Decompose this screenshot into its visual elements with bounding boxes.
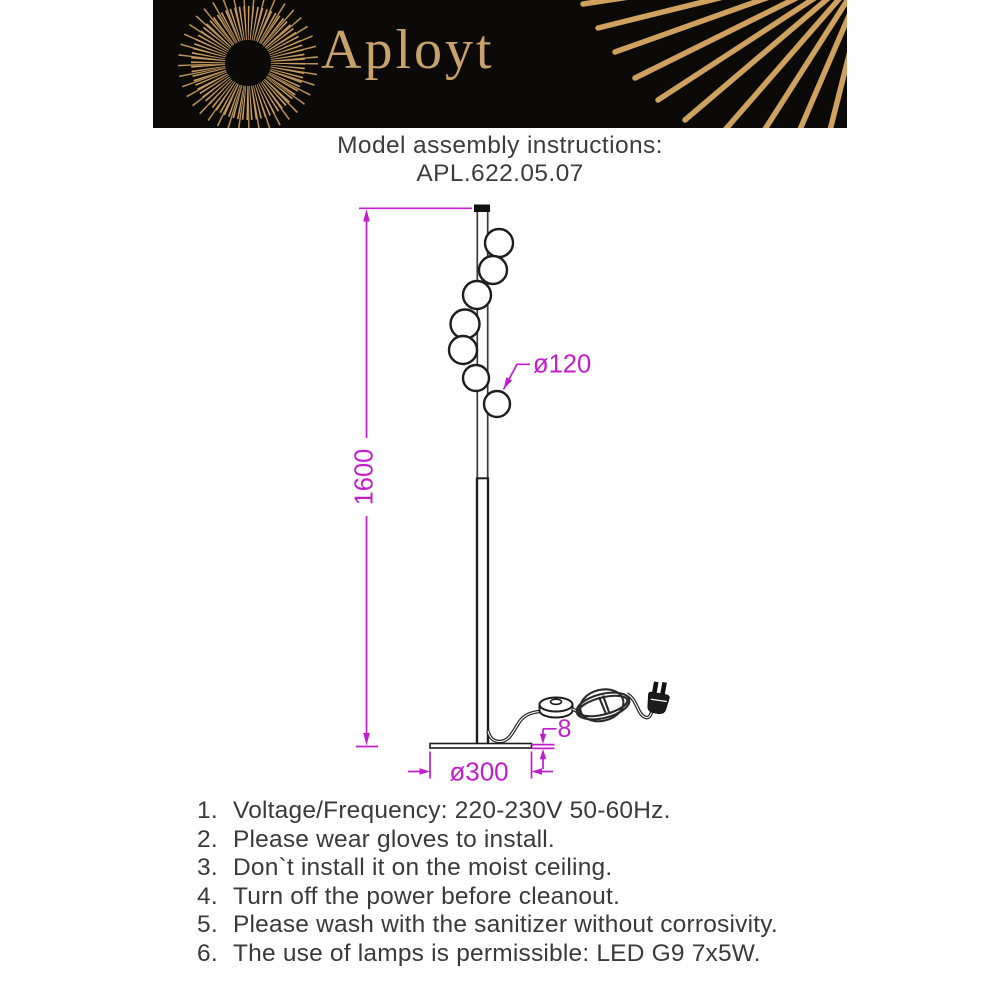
list-item-text: The use of lamps is permissible: LED G9 7x5W. [233, 939, 761, 967]
list-item [197, 883, 877, 912]
list-item-text: Voltage/Frequency: 220-230V 50-60Hz. [233, 797, 671, 824]
corner-rays-decoration [153, 0, 847, 128]
list-item [197, 911, 877, 940]
dim-base-diameter-label: ø300 [449, 756, 509, 787]
power-cord [488, 712, 540, 742]
title-block [0, 132, 1000, 188]
list-item-number: 1. [197, 797, 218, 824]
model-number: APL.622.05.07 [416, 160, 584, 187]
dim-height-label: 1600 [350, 448, 379, 506]
list-item-number: 2. [197, 825, 218, 853]
page-title: Model assembly instructions: [337, 132, 663, 159]
dim-base-thickness-label: 8 [557, 715, 572, 743]
brand-banner [153, 0, 847, 128]
list-item [197, 826, 877, 855]
lamp-base-plate [430, 744, 532, 749]
list-item-text: Don`t install it on the moist ceiling. [233, 854, 613, 882]
lamp-technical-drawing [330, 195, 700, 795]
list-item-text: Please wear gloves to install. [233, 825, 555, 853]
cord-coil [573, 683, 633, 726]
list-item-number: 4. [197, 882, 218, 910]
dim-shade-diameter-label: ø120 [533, 350, 592, 379]
list-item [197, 940, 877, 969]
power-plug [646, 680, 672, 715]
brand-logo-text: Aployt [321, 19, 495, 81]
list-item [197, 797, 877, 826]
list-item-number: 5. [197, 911, 218, 939]
list-item-number: 6. [197, 939, 218, 967]
list-item-text: Please wash with the sanitizer without corrosivity. [233, 911, 778, 939]
list-item-text: Turn off the power before cleanout. [233, 882, 620, 910]
list-item-number: 3. [197, 854, 218, 882]
instruction-list [197, 797, 877, 969]
list-item [197, 854, 877, 883]
